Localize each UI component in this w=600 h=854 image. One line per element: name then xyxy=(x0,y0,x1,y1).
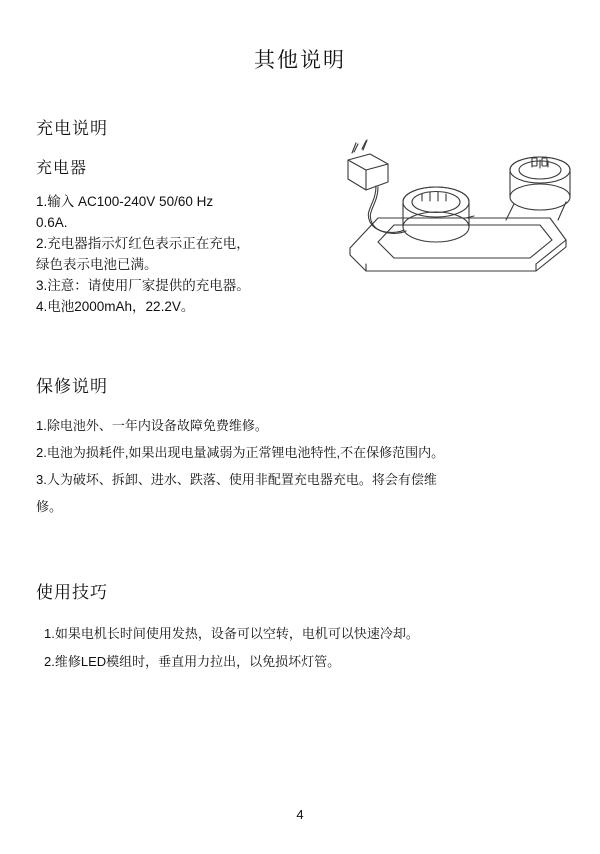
warranty-section xyxy=(36,372,566,523)
charging-list xyxy=(36,192,326,316)
list-item: 2.维修LED模组时，垂直用力拉出，以免损坏灯管。 xyxy=(44,654,341,669)
list-item: 修。 xyxy=(36,499,63,514)
charger-subheading: 充电器 xyxy=(36,160,88,177)
tips-section xyxy=(36,578,566,679)
list-item: 1.输入 AC100-240V 50/60 Hz xyxy=(36,194,214,209)
list-item: 1.如果电机长时间使用发热，设备可以空转，电机可以快速冷却。 xyxy=(44,626,419,641)
list-item: 2.充电器指示灯红色表示正在充电， xyxy=(36,236,250,251)
list-item: 1.除电池外、一年内设备故障免费维修。 xyxy=(36,418,268,433)
charging-dock-illustration xyxy=(318,122,578,282)
list-item: 3.注意：请使用厂家提供的充电器。 xyxy=(36,278,250,293)
page-number: 4 xyxy=(296,807,304,822)
list-item: 3.人为破坏、拆卸、进水、跌落、使用非配置充电器充电。将会有偿维 xyxy=(36,472,437,487)
warranty-list xyxy=(36,415,566,517)
tips-heading: 使用技巧 xyxy=(36,583,108,602)
list-item: 0.6A. xyxy=(36,215,68,230)
list-item: 2.电池为损耗件,如果出现电量减弱为正常锂电池特性,不在保修范围内。 xyxy=(36,445,445,460)
warranty-heading: 保修说明 xyxy=(36,377,108,396)
list-item: 绿色表示电池已满。 xyxy=(36,257,158,272)
page-title: 其他说明 xyxy=(254,49,346,72)
charging-heading: 充电说明 xyxy=(36,119,108,138)
tips-list xyxy=(36,623,566,672)
list-item: 4.电池2000mAh，22.2V。 xyxy=(36,299,195,314)
charging-section xyxy=(36,114,326,318)
